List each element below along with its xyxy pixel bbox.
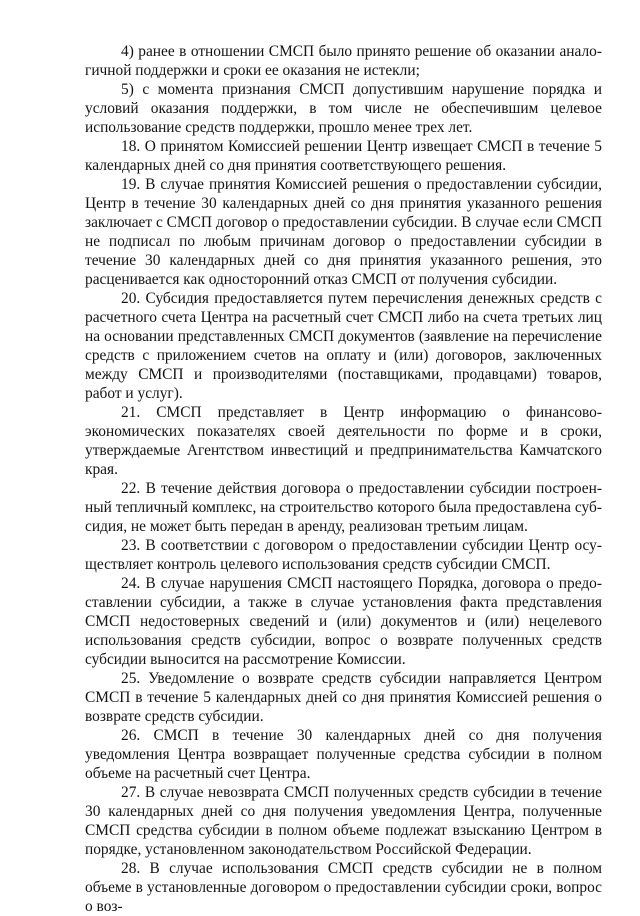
paragraph-item-5: 5) с момента признания СМСП допустившим нарушение порядка и условий оказания поддержки, в том числе не обеспечившим целевое использование средств поддержки, прошло менее трех лет.: [85, 81, 602, 136]
document-body: [85, 42, 602, 916]
paragraph-19: 19. В случае принятия Комиссией решения о предоставлении субсидии, Центр в течение 30 календарных дней со дня принятия указанного решения заключает с СМСП договор о предоставлении субсидии. В случае если СМСП не подписал по любым причинам договор о предоставлении субсидии в течение 30 календарных дней со дня принятия указанного решения, это расценивается как односторонний отказ СМСП от получения субсидии.: [85, 176, 602, 288]
paragraph-27: 27. В случае невозврата СМСП полученных средств субсидии в течение 30 календарных дней со дня получения уведомления Центра, полученные СМСП средства субсидии в полном объеме подлежат взысканию Центром в порядке, установленном законодательством Российской Федерации.: [85, 784, 602, 858]
paragraph-25: 25. Уведомление о возврате средств субсидии направляется Центром СМСП в течение 5 календарных дней со дня принятия Комиссией решения о возврате средств субсидии.: [85, 670, 602, 725]
paragraph-20: 20. Субсидия предоставляется путем перечисления денежных средств с расчетного счета Центра на расчетный счет СМСП либо на счета третьих лиц на основании представленных СМСП документов (заявление на перечисление средств с приложением счетов на оплату и (или) договоров, заключенных между СМСП и производителями (поставщиками, продавцами) товаров, работ и услуг).: [85, 290, 602, 402]
paragraph-28: 28. В случае использования СМСП средств субсидии не в полном объеме в установленные договором о предоставлении субсидии сроки, вопрос о воз-: [85, 860, 602, 915]
paragraph-22: 22. В течение действия договора о предоставлении субсидии построенный тепличный комплекс, на строительство которого была предоставлена субсидия, не может быть передан в аренду, реализован третьим лицам.: [85, 480, 602, 535]
paragraph-24: 24. В случае нарушения СМСП настоящего Порядка, договора о предоставлении субсидии, а также в случае установления факта представления СМСП недостоверных сведений и (или) документов и (или) нецелевого использования средств субсидии, вопрос о возврате полученных средств субсидии выносится на рассмотрение Комиссии.: [85, 575, 602, 668]
paragraph-18: 18. О принятом Комиссией решении Центр извещает СМСП в течение 5 календарных дней со дня принятия соответствующего решения.: [85, 138, 602, 174]
paragraph-item-4: 4) ранее в отношении СМСП было принято решение об оказании аналогичной поддержки и сроки ее оказания не истекли;: [85, 43, 602, 79]
paragraph-23: 23. В соответствии с договором о предоставлении субсидии Центр осуществляет контроль целевого использования средств субсидии СМСП.: [85, 537, 602, 573]
paragraph-21: 21. СМСП представляет в Центр информацию о финансово-экономических показателях своей деятельности по форме и в сроки, утверждаемые Агентством инвестиций и предпринимательства Камчатского края.: [85, 404, 602, 478]
paragraph-26: 26. СМСП в течение 30 календарных дней со дня получения уведомления Центра возвращает полученные средства субсидии в полном объеме на расчетный счет Центра.: [85, 727, 602, 782]
